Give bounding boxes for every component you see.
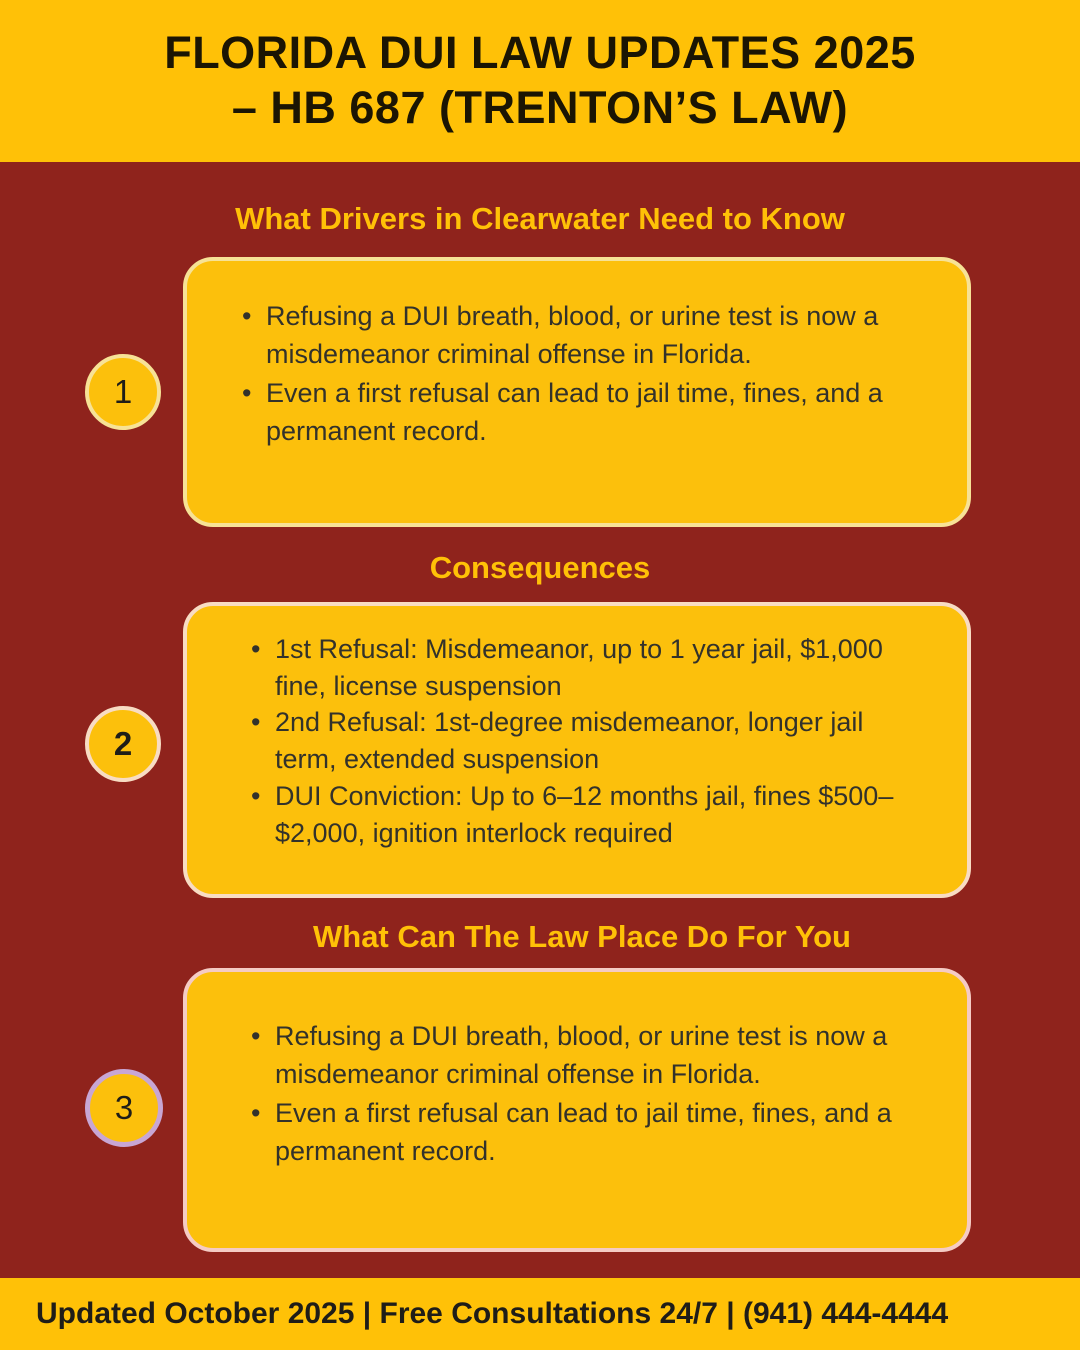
step-badge-1	[85, 354, 161, 430]
bullet-item: • Refusing a DUI breath, blood, or urine test is now a misdemeanor criminal offense in Florida.	[266, 297, 927, 374]
bullet-item: • 1st Refusal: Misdemeanor, up to 1 year jail, $1,000 fine, license suspension	[275, 631, 927, 704]
step-number-3: 3	[114, 1089, 134, 1126]
bullet-item: • Even a first refusal can lead to jail time, fines, and a permanent record.	[275, 1094, 927, 1171]
bullet-item: • DUI Conviction: Up to 6–12 months jail, fines $500–$2,000, ignition interlock required	[275, 778, 927, 851]
step-badge-2	[85, 706, 161, 782]
bullet-item: • Refusing a DUI breath, blood, or urine test is now a misdemeanor criminal offense in Florida.	[275, 1017, 927, 1094]
top-banner	[0, 0, 1080, 162]
bullet-list-3	[275, 1017, 927, 1170]
bottom-banner	[0, 1278, 1080, 1350]
bullet-list-2	[275, 631, 927, 851]
step-number-1: 1	[113, 373, 133, 410]
card-drivers-need-to-know	[183, 257, 971, 527]
footer-contact-text: Updated October 2025 | Free Consultations 24/7 | (941) 444-4444	[36, 1297, 949, 1330]
section-heading-law-place: What Can The Law Place Do For You	[313, 919, 851, 954]
main-title-line-1: FLORIDA DUI LAW UPDATES 2025	[164, 27, 916, 79]
bullet-item: • 2nd Refusal: 1st-degree misdemeanor, longer jail term, extended suspension	[275, 704, 927, 777]
step-badge-3	[85, 1069, 163, 1147]
section-heading-consequences: Consequences	[429, 550, 651, 585]
card-consequences	[183, 602, 971, 898]
main-title-line-2: – HB 687 (TRENTON’S LAW)	[231, 82, 849, 133]
bullet-item: • Even a first refusal can lead to jail time, fines, and a permanent record.	[266, 374, 927, 451]
step-number-2: 2	[113, 725, 133, 762]
card-law-place	[183, 968, 971, 1252]
bullet-list-1	[266, 297, 927, 450]
section-heading-drivers-need-to-know: What Drivers in Clearwater Need to Know	[235, 201, 845, 236]
